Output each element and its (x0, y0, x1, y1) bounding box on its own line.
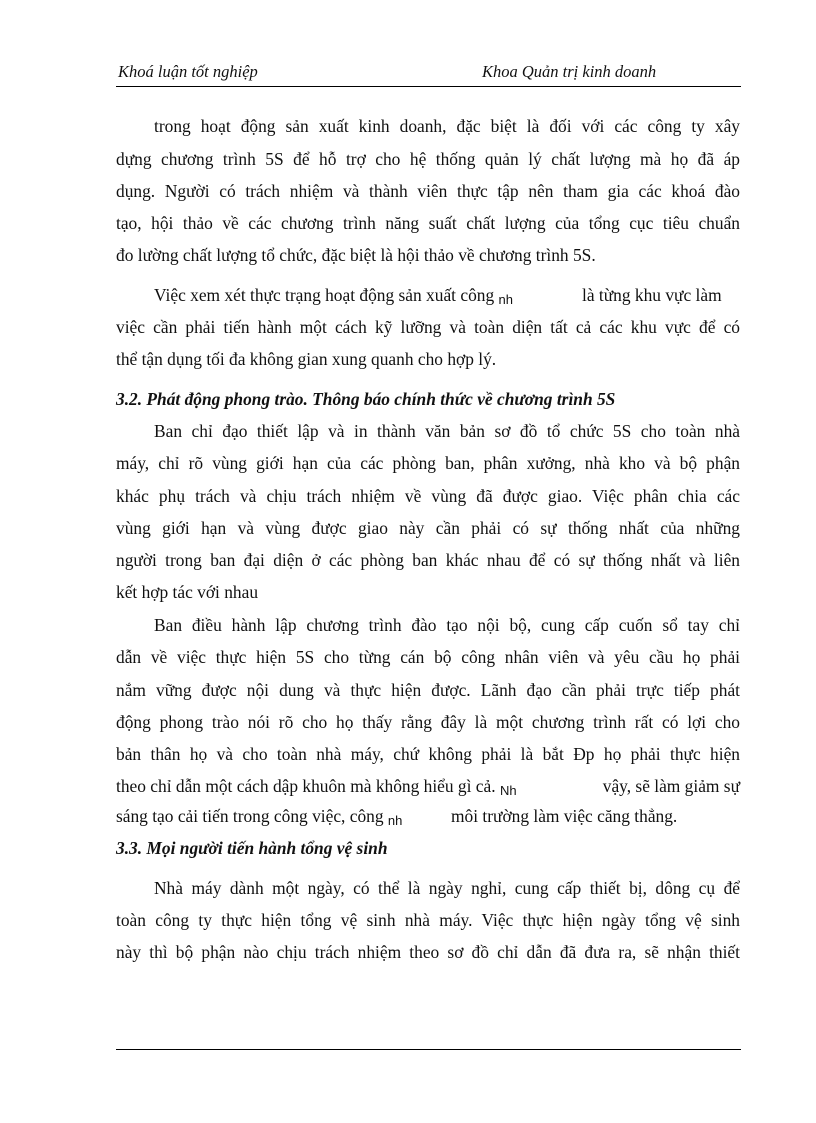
text-line: Nhà máy dành một ngày, có thể là ngày nghỉ, cung cấp thiết bị, dông cụ để (154, 878, 740, 898)
text-line: toàn công ty thực hiện tổng vệ sinh nhà máy. Việc thực hiện ngày tổng vệ sinh (116, 910, 740, 930)
text-line-mixed (116, 285, 740, 307)
text-span: là từng khu vực làm (582, 285, 722, 305)
text-line: dẫn về việc thực hiện 5S cho từng cán bộ công nhân viên và yêu cầu họ phải (116, 647, 740, 667)
text-line: dụng. Người có trách nhiệm và thành viên thực tập nên tham gia các khoá đào (116, 181, 740, 201)
text-span-small: nh (498, 292, 513, 307)
text-line: trong hoạt động sản xuất kinh doanh, đặc biệt là đối với các công ty xây (154, 116, 740, 136)
text-line: kết hợp tác với nhau (116, 582, 259, 602)
section-heading: 3.2. Phát động phong trào. Thông báo chính thức về chương trình 5S (116, 389, 616, 409)
text-line: đo lường chất lượng tổ chức, đặc biệt là hội thảo về chương trình 5S. (116, 245, 596, 265)
text-line: dựng chương trình 5S để hỗ trợ cho hệ thống quản lý chất lượng mà họ đã áp (116, 149, 740, 169)
text-line: động phong trào nói rõ cho họ thấy rằng đây là một chương trình rất có lợi cho (116, 712, 740, 732)
section-heading: 3.3. Mọi người tiến hành tổng vệ sinh (116, 838, 388, 858)
text-line: nắm vững được nội dung và thực hiện được. Lãnh đạo cần phải trực tiếp phát (116, 680, 740, 700)
text-line: vùng giới hạn và vùng được giao này cần phải có sự thống nhất của những (116, 518, 740, 538)
page-header (116, 60, 741, 87)
header-left: Khoá luận tốt nghiệp (118, 62, 258, 81)
text-span: theo chỉ dẫn một cách dập khuôn mà không hiểu gì cả. (116, 776, 496, 796)
text-span: sáng tạo cải tiến trong công việc, công (116, 806, 384, 826)
text-span-small: Nh (499, 783, 517, 798)
text-line: thể tận dụng tối đa không gian xung quanh cho hợp lý. (116, 349, 497, 369)
text-line: việc cần phải tiến hành một cách kỹ lưỡng và toàn diện tất cả các khu vực để có (116, 317, 740, 337)
text-span: môi trường làm việc căng thẳng. (451, 806, 678, 826)
text-line: bản thân họ và cho toàn nhà máy, chứ không phải là bắt Ðp họ phải thực hiện (116, 744, 740, 764)
text-line-mixed (116, 806, 740, 828)
text-line: người trong ban đại diện ở các phòng ban khác nhau để có sự thống nhất và liên (116, 550, 740, 570)
text-line: Ban điều hành lập chương trình đào tạo nội bộ, cung cấp cuốn sổ tay chỉ (154, 615, 740, 635)
text-line: Ban chỉ đạo thiết lập và in thành văn bản sơ đồ tổ chức 5S cho toàn nhà (154, 421, 740, 441)
text-span-small: nh (387, 813, 403, 828)
text-line: tạo, hội thảo về các chương trình năng suất chất lượng của tổng cục tiêu chuẩn (116, 213, 740, 233)
header-right: Khoa Quản trị kinh doanh (482, 62, 657, 81)
text-line: này thì bộ phận nào chịu trách nhiệm theo sơ đồ chỉ dẫn đã đưa ra, sẽ nhận thiết (116, 942, 740, 962)
text-line: máy, chỉ rõ vùng giới hạn của các phòng ban, phân xưởng, nhà kho và bộ phận (116, 453, 740, 473)
footer-rule (116, 1049, 741, 1050)
text-span: vậy, sẽ làm giảm sự (602, 776, 740, 796)
text-line: khác phụ trách và chịu trách nhiệm về vùng đã được giao. Việc phân chia các (116, 486, 740, 506)
text-span: Việc xem xét thực trạng hoạt động sản xuất công (154, 285, 495, 305)
text-line-mixed (116, 776, 740, 798)
